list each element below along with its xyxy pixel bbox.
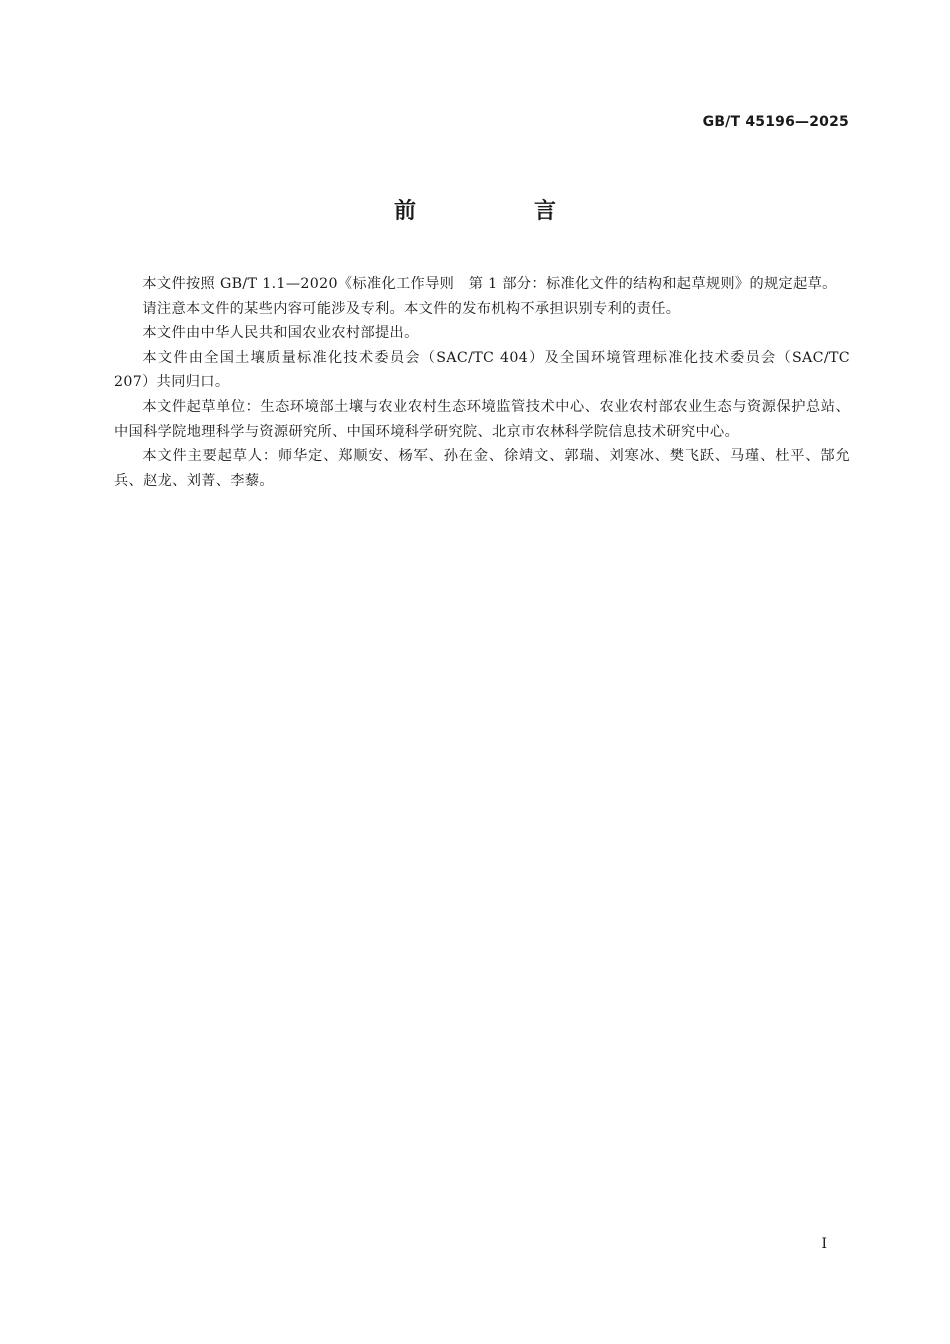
- foreword-body: [114, 272, 850, 493]
- paragraph-governing-committee: 本文件由全国土壤质量标准化技术委员会（SAC/TC 404）及全国环境管理标准化技术委员会（SAC/TC 207）共同归口。: [114, 349, 850, 391]
- standard-number: GB/T 45196—2025: [702, 114, 849, 130]
- paragraph-drafting-rules: 本文件按照 GB/T 1.1—2020《标准化工作导则 第 1 部分：标准化文件的结构和起草规则》的规定起草。: [142, 276, 837, 292]
- paragraph-patent-notice: 请注意本文件的某些内容可能涉及专利。本文件的发布机构不承担识别专利的责任。: [142, 300, 681, 317]
- page-title: 前 言: [393, 199, 604, 224]
- page-number: I: [821, 1236, 827, 1252]
- paragraph-drafters: 本文件主要起草人：师华定、郑顺安、杨军、孙在金、徐靖文、郭瑞、刘寒冰、樊飞跃、马瑾、杜平、郜允兵、赵龙、刘菁、李藜。: [114, 448, 850, 489]
- paragraph-drafting-units: 本文件起草单位：生态环境部土壤与农业农村生态环境监管技术中心、农业农村部农业生态与资源保护总站、中国科学院地理科学与资源研究所、中国环境科学研究院、北京市农林科学院信息技术研究中心。: [114, 398, 850, 440]
- paragraph-proposer: 本文件由中华人民共和国农业农村部提出。: [142, 325, 419, 342]
